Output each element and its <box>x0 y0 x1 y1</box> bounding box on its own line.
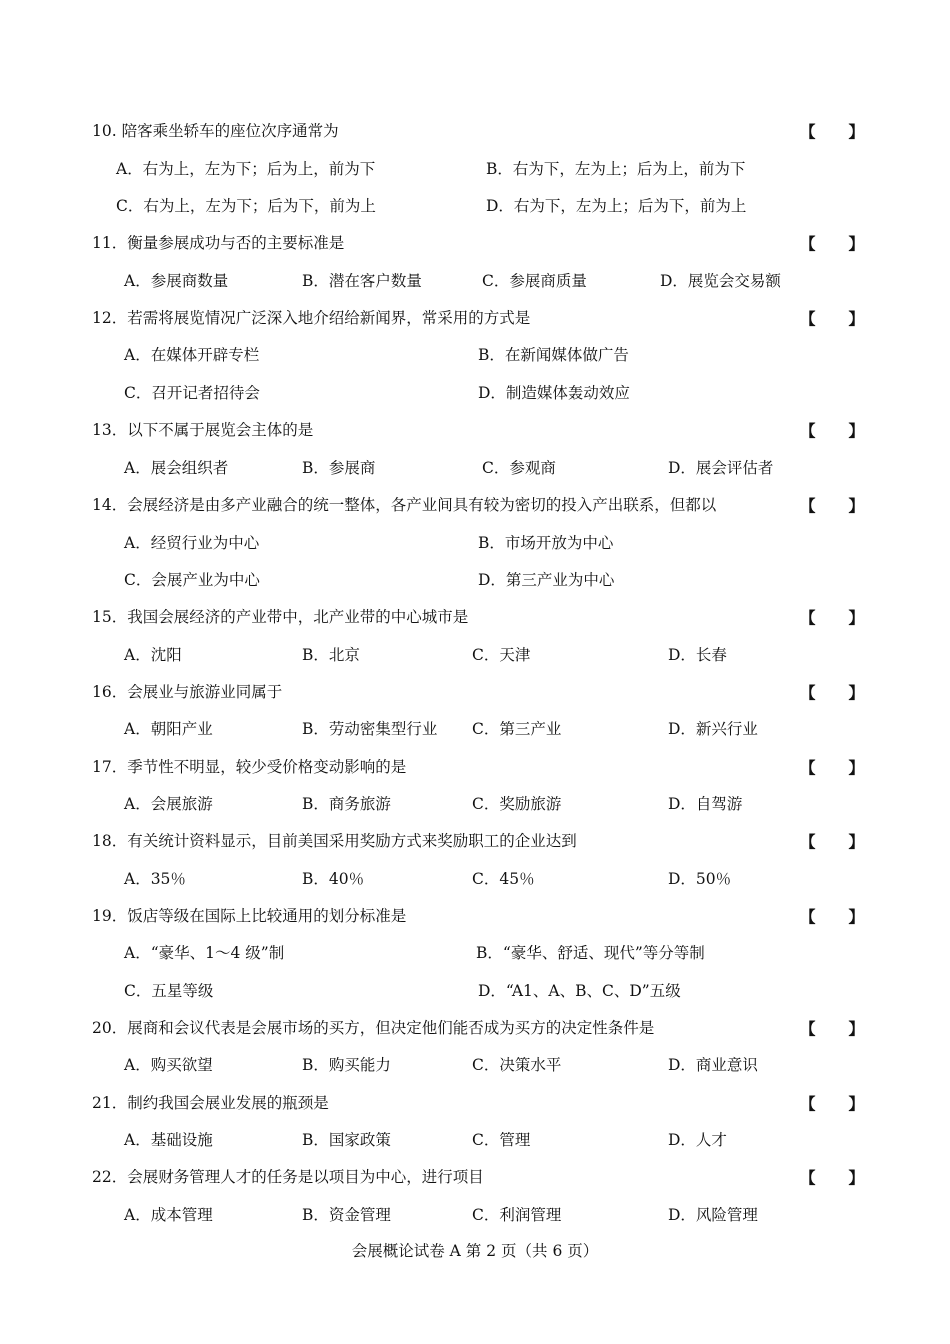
options-row <box>0 346 950 368</box>
answer-bracket: 【 】 <box>800 758 864 777</box>
option: D．风险管理 <box>668 1206 758 1224</box>
question-text: 16．会展业与旅游业同属于 <box>92 683 283 701</box>
options-row <box>0 571 950 593</box>
option: B．“豪华、舒适、现代”等分等制 <box>476 944 705 962</box>
question-text: 10. 陪客乘坐轿车的座位次序通常为 <box>92 122 339 140</box>
option: B．潜在客户数量 <box>302 272 422 290</box>
option: A．右为上，左为下；后为上，前为下 <box>116 160 376 178</box>
question-stem <box>92 758 864 780</box>
option: D．自驾游 <box>668 795 743 813</box>
question-text: 14．会展经济是由多产业融合的统一整体，各产业间具有较为密切的投入产出联系，但都以 <box>92 496 717 514</box>
option: B．国家政策 <box>302 1131 391 1149</box>
answer-bracket: 【 】 <box>800 309 864 328</box>
options-row <box>0 384 950 406</box>
options-row <box>0 646 950 668</box>
option: A．展会组织者 <box>124 459 229 477</box>
option: C．天津 <box>472 646 531 664</box>
options-row <box>0 272 950 294</box>
option: C．第三产业 <box>472 720 562 738</box>
answer-bracket: 【 】 <box>800 608 864 627</box>
question-stem <box>92 421 864 443</box>
options-row <box>0 944 950 966</box>
question-text: 11．衡量参展成功与否的主要标准是 <box>92 234 345 252</box>
options-row <box>0 1206 950 1228</box>
option: D．展览会交易额 <box>660 272 781 290</box>
option: A．经贸行业为中心 <box>124 534 260 552</box>
question-stem <box>92 1094 864 1116</box>
question-text: 15．我国会展经济的产业带中，北产业带的中心城市是 <box>92 608 469 626</box>
question-stem <box>92 1019 864 1041</box>
option: A．会展旅游 <box>124 795 213 813</box>
options-row <box>0 795 950 817</box>
option: C．参展商质量 <box>482 272 587 290</box>
question-text: 12．若需将展览情况广泛深入地介绍给新闻界，常采用的方式是 <box>92 309 531 327</box>
options-row <box>0 459 950 481</box>
question-stem <box>92 309 864 331</box>
answer-bracket: 【 】 <box>800 496 864 515</box>
option: C．奖励旅游 <box>472 795 562 813</box>
option: A．购买欲望 <box>124 1056 213 1074</box>
option: D．商业意识 <box>668 1056 758 1074</box>
options-row <box>0 160 950 182</box>
option: C．利润管理 <box>472 1206 562 1224</box>
option: D．长春 <box>668 646 727 664</box>
option: D．第三产业为中心 <box>478 571 615 589</box>
answer-bracket: 【 】 <box>800 683 864 702</box>
question-stem <box>92 683 864 705</box>
answer-bracket: 【 】 <box>800 1094 864 1113</box>
option: C．45％ <box>472 870 535 888</box>
question-stem <box>92 1168 864 1190</box>
option: B．北京 <box>302 646 360 664</box>
option: D．“A1、A、B、C、D”五级 <box>478 982 681 1000</box>
options-row <box>0 1056 950 1078</box>
options-row <box>0 197 950 219</box>
question-text: 18．有关统计资料显示，目前美国采用奖励方式来奖励职工的企业达到 <box>92 832 577 850</box>
question-stem <box>92 832 864 854</box>
question-text: 19．饭店等级在国际上比较通用的划分标准是 <box>92 907 407 925</box>
option: B．右为下，左为上；后为上，前为下 <box>486 160 746 178</box>
option: C．管理 <box>472 1131 531 1149</box>
question-text: 21．制约我国会展业发展的瓶颈是 <box>92 1094 329 1112</box>
option: D．人才 <box>668 1131 727 1149</box>
page-footer: 会展概论试卷 A 第 2 页（共 6 页） <box>351 1242 599 1260</box>
option: B．在新闻媒体做广告 <box>478 346 629 364</box>
option: C．决策水平 <box>472 1056 562 1074</box>
option: D．右为下，左为上；后为下，前为上 <box>486 197 747 215</box>
question-stem <box>92 234 864 256</box>
options-row <box>0 720 950 742</box>
answer-bracket: 【 】 <box>800 832 864 851</box>
option: B．劳动密集型行业 <box>302 720 438 738</box>
option: A．“豪华、1～4 级”制 <box>124 944 285 962</box>
question-text: 17．季节性不明显，较少受价格变动影响的是 <box>92 758 407 776</box>
options-row <box>0 870 950 892</box>
answer-bracket: 【 】 <box>800 1019 864 1038</box>
option: A．参展商数量 <box>124 272 229 290</box>
option: D．展会评估者 <box>668 459 774 477</box>
options-row <box>0 982 950 1004</box>
answer-bracket: 【 】 <box>800 907 864 926</box>
option: C．召开记者招待会 <box>124 384 260 402</box>
option: D．新兴行业 <box>668 720 758 738</box>
option: A．成本管理 <box>124 1206 213 1224</box>
answer-bracket: 【 】 <box>800 1168 864 1187</box>
question-stem <box>92 496 864 518</box>
option: C．参观商 <box>482 459 556 477</box>
option: C．五星等级 <box>124 982 214 1000</box>
question-text: 20．展商和会议代表是会展市场的买方，但决定他们能否成为买方的决定性条件是 <box>92 1019 655 1037</box>
option: B．资金管理 <box>302 1206 391 1224</box>
question-stem <box>92 122 864 144</box>
option: B．参展商 <box>302 459 376 477</box>
answer-bracket: 【 】 <box>800 234 864 253</box>
question-stem <box>92 608 864 630</box>
option: B．市场开放为中心 <box>478 534 614 552</box>
option: D．制造媒体轰动效应 <box>478 384 630 402</box>
option: C．右为上，左为下；后为下，前为上 <box>116 197 376 215</box>
question-text: 22．会展财务管理人才的任务是以项目为中心，进行项目 <box>92 1168 484 1186</box>
answer-bracket: 【 】 <box>800 122 864 141</box>
option: B．购买能力 <box>302 1056 391 1074</box>
option: B．40％ <box>302 870 365 888</box>
answer-bracket: 【 】 <box>800 421 864 440</box>
option: A．35％ <box>124 870 186 888</box>
option: A．朝阳产业 <box>124 720 213 738</box>
option: A．基础设施 <box>124 1131 213 1149</box>
option: A．沈阳 <box>124 646 182 664</box>
options-row <box>0 534 950 556</box>
option: A．在媒体开辟专栏 <box>124 346 260 364</box>
option: D．50％ <box>668 870 732 888</box>
question-text: 13．以下不属于展览会主体的是 <box>92 421 314 439</box>
options-row <box>0 1131 950 1153</box>
option: B．商务旅游 <box>302 795 391 813</box>
option: C．会展产业为中心 <box>124 571 260 589</box>
question-stem <box>92 907 864 929</box>
